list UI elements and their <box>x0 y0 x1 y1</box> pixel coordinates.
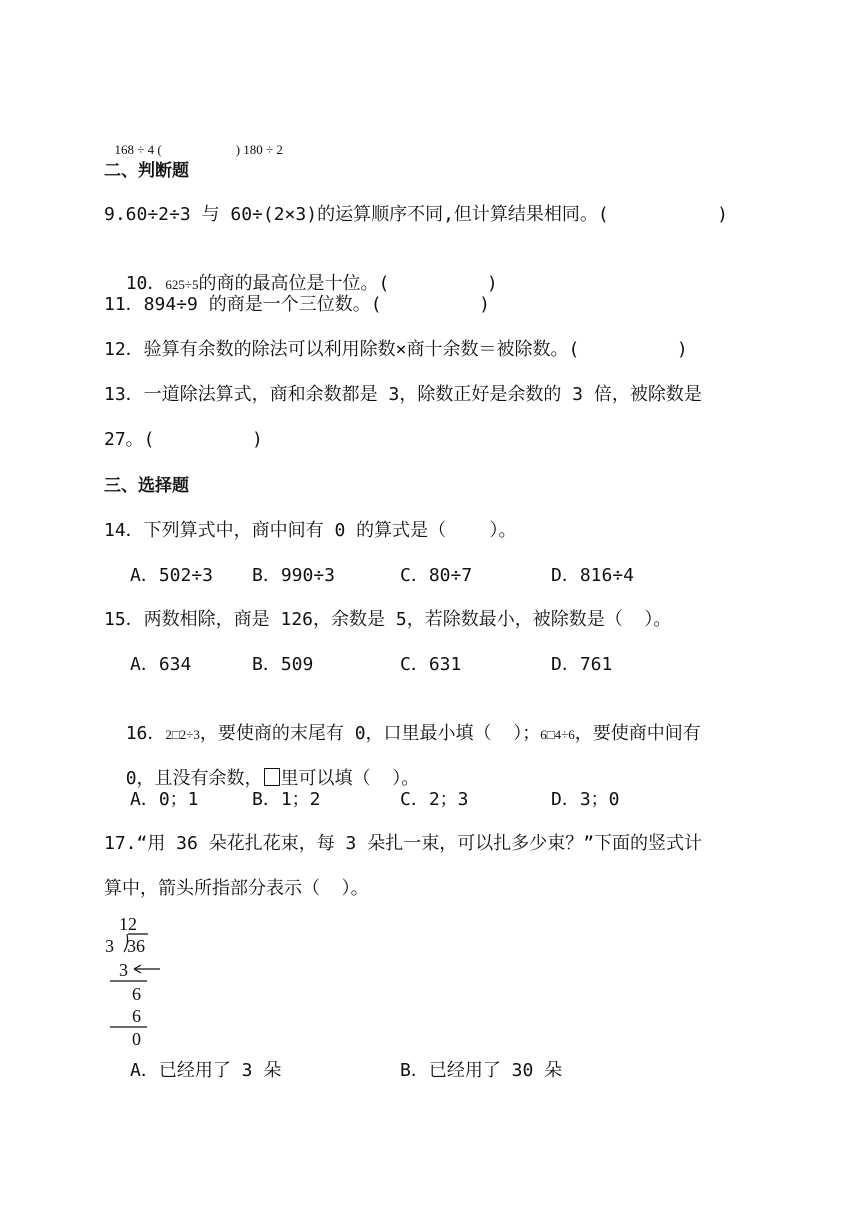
question-16-expression-1: 2□2÷3 <box>165 727 200 742</box>
option-a[interactable]: A．0；1 <box>130 789 199 810</box>
option-b[interactable]: B．1；2 <box>252 789 321 810</box>
option-b[interactable]: B．已经用了 30 朵 <box>400 1060 563 1081</box>
question-13-line-2: 27。( ) <box>104 429 263 450</box>
question-14: 14．下列算式中，商中间有 0 的算式是（ ）。 <box>104 520 517 541</box>
question-17-line-1: 17.“用 36 朵花扎花束，每 3 朵扎一束，可以扎多少束？”下面的竖式计 <box>104 833 703 854</box>
question-10-expression: 625÷5 <box>165 277 199 292</box>
question-16-end-text: ，要使商中间有 <box>574 723 701 744</box>
question-16-number: 16． <box>125 723 166 744</box>
question-16-expression-2: 6□4÷6 <box>540 727 575 742</box>
bring-down-value: 6 <box>132 984 141 1004</box>
compare-question <box>108 114 283 162</box>
question-16-line-2 <box>104 743 419 791</box>
remainder: 0 <box>132 1029 141 1049</box>
option-d[interactable]: D．816÷4 <box>551 565 635 586</box>
option-d[interactable]: D．761 <box>551 654 613 675</box>
blank-box-icon <box>264 768 280 786</box>
question-16-line-2-start: 0，且没有余数， <box>125 768 263 789</box>
option-a[interactable]: A．502÷3 <box>130 565 214 586</box>
section-heading-judgement: 二、判断题 <box>104 161 189 181</box>
question-10 <box>104 248 498 297</box>
compare-left: 168 ÷ 4 ( <box>114 142 162 157</box>
option-b[interactable]: B．990÷3 <box>252 565 336 586</box>
dividend: 36 <box>127 936 145 956</box>
option-d[interactable]: D．3；0 <box>551 789 620 810</box>
divisor: 3 <box>105 936 114 956</box>
question-17-line-2: 算中，箭头所指部分表示（ ）。 <box>104 878 369 899</box>
question-13-line-1: 13．一道除法算式，商和余数都是 3，除数正好是余数的 3 倍，被除数是 <box>104 384 702 405</box>
subtract-step-1: 3 <box>119 960 128 980</box>
question-10-number: 10． <box>125 273 166 294</box>
question-16-mid-text: ，要使商的末尾有 0，口里最小填（ ）； <box>199 723 541 744</box>
long-division-figure <box>105 912 182 1052</box>
option-a[interactable]: A．634 <box>130 654 192 675</box>
question-9: 9.60÷2÷3 与 60÷(2×3)的运算顺序不同,但计算结果相同。( ) <box>104 204 728 225</box>
quotient: 12 <box>119 914 137 934</box>
question-16-line-2-end: 里可以填（ ）。 <box>280 768 420 789</box>
question-15: 15．两数相除，商是 126，余数是 5，若除数最小，被除数是（ ）。 <box>104 609 672 630</box>
question-11: 11．894÷9 的商是一个三位数。( ) <box>104 294 490 315</box>
option-c[interactable]: C．2；3 <box>400 789 469 810</box>
arrow-left-icon <box>134 965 160 973</box>
compare-right: ) 180 ÷ 2 <box>235 142 283 157</box>
option-c[interactable]: C．631 <box>400 654 462 675</box>
question-12: 12．验算有余数的除法可以利用除数×商十余数＝被除数。( ) <box>104 339 688 360</box>
option-b[interactable]: B．509 <box>252 654 314 675</box>
subtract-step-2: 6 <box>132 1006 141 1026</box>
question-16-line-1 <box>104 698 701 747</box>
option-a[interactable]: A．已经用了 3 朵 <box>130 1060 282 1081</box>
section-heading-choice: 三、选择题 <box>104 476 189 496</box>
question-10-text: 的商的最高位是十位。( ) <box>198 273 498 294</box>
option-c[interactable]: C．80÷7 <box>400 565 473 586</box>
